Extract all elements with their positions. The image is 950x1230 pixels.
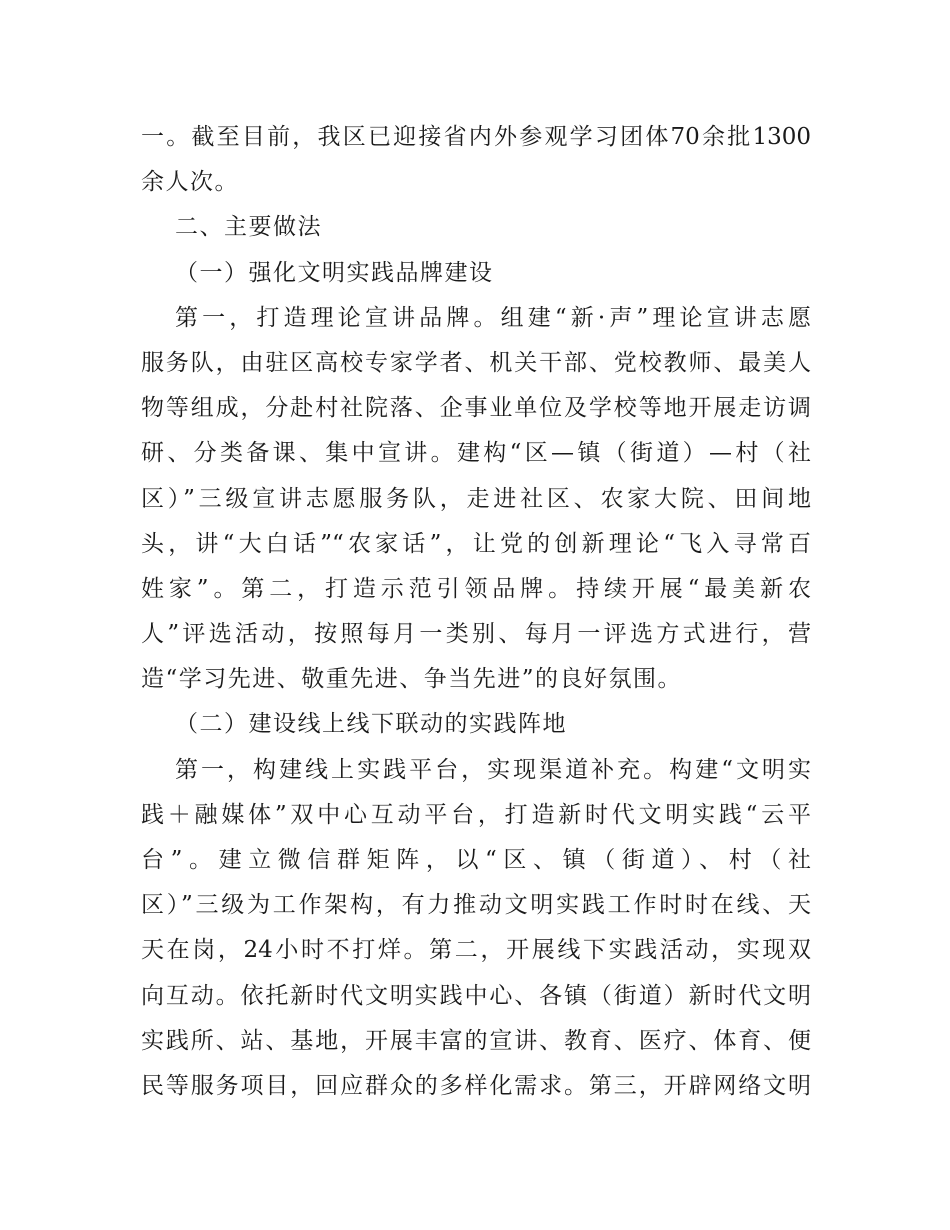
paragraph-line: 民等服务项目，回应群众的多样化需求。第三，开辟网络文明 xyxy=(141,1072,811,1099)
paragraph-line: 研、分类备课、集中宣讲。建构“区—镇（街道）—村（社 xyxy=(141,440,811,467)
paragraph-line: 向互动。依托新时代文明实践中心、各镇（街道）新时代文明 xyxy=(141,982,811,1009)
paragraph-line: 区）”三级宣讲志愿服务队，走进社区、农家大院、田间地 xyxy=(141,485,811,512)
paragraph-line: 姓家”。第二，打造示范引领品牌。持续开展“最美新农 xyxy=(141,575,811,602)
paragraph-line: 物等组成，分赴村社院落、企事业单位及学校等地开展走访调 xyxy=(141,395,811,422)
paragraph-line: 人”评选活动，按照每月一类别、每月一评选方式进行，营 xyxy=(141,621,811,648)
paragraph-line: 造“学习先进、敬重先进、争当先进”的良好氛围。 xyxy=(141,666,683,693)
paragraph-line: 践＋融媒体”双中心互动平台，打造新时代文明实践“云平 xyxy=(141,801,811,828)
paragraph-line: 服务队，由驻区高校专家学者、机关干部、党校教师、最美人 xyxy=(141,349,811,376)
paragraph-line: 一。截至目前，我区已迎接省内外参观学习团体70余批1300 xyxy=(141,124,811,150)
paragraph-line: 区）”三级为工作架构，有力推动文明实践工作时时在线、天 xyxy=(141,892,811,919)
paragraph-line: 实践所、站、基地，开展丰富的宣讲、教育、医疗、体育、便 xyxy=(141,1027,811,1054)
paragraph-line: 天在岗，24小时不打烊。第二，开展线下实践活动，实现双 xyxy=(141,937,811,964)
section-heading: 二、主要做法 xyxy=(175,214,322,241)
subsection-heading: （二）建设线上线下联动的实践阵地 xyxy=(175,711,567,738)
paragraph-line: 头，讲“大白话”“农家话”，让党的创新理论“飞入寻常百 xyxy=(141,530,811,557)
paragraph-line: 第一，打造理论宣讲品牌。组建“新·声”理论宣讲志愿 xyxy=(175,304,811,331)
paragraph-line: 余人次。 xyxy=(141,169,239,196)
subsection-heading: （一）强化文明实践品牌建设 xyxy=(175,259,494,286)
paragraph-line: 第一，构建线上实践平台，实现渠道补充。构建“文明实 xyxy=(175,756,811,783)
document-body xyxy=(141,115,811,1109)
paragraph-line: 台”。建立微信群矩阵，以“区、镇（街道）、村（社 xyxy=(141,847,811,873)
